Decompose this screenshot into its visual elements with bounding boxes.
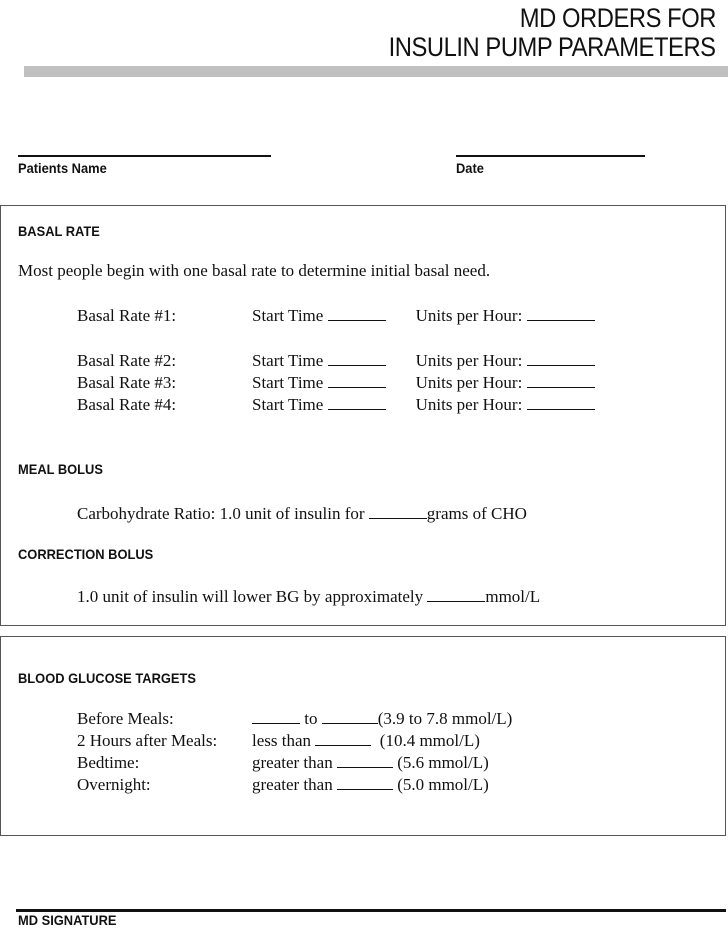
units-label: Units per Hour: [415, 373, 523, 392]
basal-rate-row-3 [77, 372, 595, 394]
basal-rate-row-2 [77, 350, 595, 372]
start-time-label: Start Time [252, 395, 324, 414]
correction-bolus-heading: CORRECTION BOLUS [18, 546, 154, 562]
date-field[interactable] [456, 155, 645, 157]
units-label: Units per Hour: [415, 395, 523, 414]
title-divider [24, 66, 728, 77]
target-field[interactable] [337, 775, 393, 790]
start-time-label: Start Time [252, 306, 324, 325]
units-field[interactable] [527, 351, 595, 366]
target-prefix: greater than [252, 753, 333, 772]
target-field[interactable] [337, 753, 393, 768]
basal-rate-heading: BASAL RATE [18, 223, 100, 239]
title-line-2: INSULIN PUMP PARAMETERS [389, 32, 716, 62]
carb-ratio-row [77, 503, 527, 525]
bg-targets-heading: BLOOD GLUCOSE TARGETS [18, 670, 196, 686]
target-row-overnight [77, 774, 489, 796]
target-label: Overnight: [77, 775, 151, 794]
target-row-before-meals [77, 708, 512, 730]
target-row-after-meals [77, 730, 480, 752]
title-line-1: MD ORDERS FOR [519, 3, 716, 33]
units-field[interactable] [527, 395, 595, 410]
target-prefix: greater than [252, 775, 333, 794]
patient-name-label: Patients Name [18, 160, 107, 176]
patient-name-field[interactable] [18, 155, 271, 157]
basal-rate-label: Basal Rate #3: [77, 373, 177, 392]
target-min-field[interactable] [252, 709, 300, 724]
start-time-field[interactable] [328, 306, 386, 321]
meal-bolus-heading: MEAL BOLUS [18, 461, 103, 477]
basal-rate-row-4 [77, 394, 595, 416]
md-signature-field[interactable] [16, 909, 726, 912]
correction-text: 1.0 unit of insulin will lower BG by approximately [77, 587, 424, 606]
target-prefix: less than [252, 731, 312, 750]
target-range: (5.6 mmol/L) [397, 753, 489, 772]
correction-unit: mmol/L [485, 587, 541, 606]
carb-ratio-unit: grams of CHO [426, 504, 527, 523]
basal-rate-row-1 [77, 305, 595, 327]
carb-ratio-text: Carbohydrate Ratio: 1.0 unit of insulin for [77, 504, 365, 523]
carb-ratio-field[interactable] [369, 504, 427, 519]
start-time-label: Start Time [252, 351, 324, 370]
start-time-field[interactable] [328, 373, 386, 388]
md-signature-label: MD SIGNATURE [18, 912, 117, 928]
start-time-label: Start Time [252, 373, 324, 392]
target-range: (10.4 mmol/L) [379, 731, 480, 750]
target-label: 2 Hours after Meals: [77, 731, 218, 750]
target-range: (3.9 to 7.8 mmol/L) [377, 709, 513, 728]
units-label: Units per Hour: [415, 306, 523, 325]
basal-rate-label: Basal Rate #4: [77, 395, 177, 414]
target-field[interactable] [315, 731, 371, 746]
basal-intro-text: Most people begin with one basal rate to determine initial basal need. [18, 261, 491, 280]
units-field[interactable] [527, 373, 595, 388]
start-time-field[interactable] [328, 351, 386, 366]
correction-field[interactable] [427, 587, 485, 602]
correction-row [77, 586, 540, 608]
target-to-text: to [304, 709, 318, 728]
units-label: Units per Hour: [415, 351, 523, 370]
target-label: Before Meals: [77, 709, 174, 728]
basal-rate-label: Basal Rate #2: [77, 351, 177, 370]
date-label: Date [456, 160, 484, 176]
start-time-field[interactable] [328, 395, 386, 410]
target-max-field[interactable] [322, 709, 378, 724]
target-row-bedtime [77, 752, 489, 774]
units-field[interactable] [527, 306, 595, 321]
basal-rate-label: Basal Rate #1: [77, 306, 177, 325]
target-range: (5.0 mmol/L) [397, 775, 489, 794]
target-label: Bedtime: [77, 753, 140, 772]
